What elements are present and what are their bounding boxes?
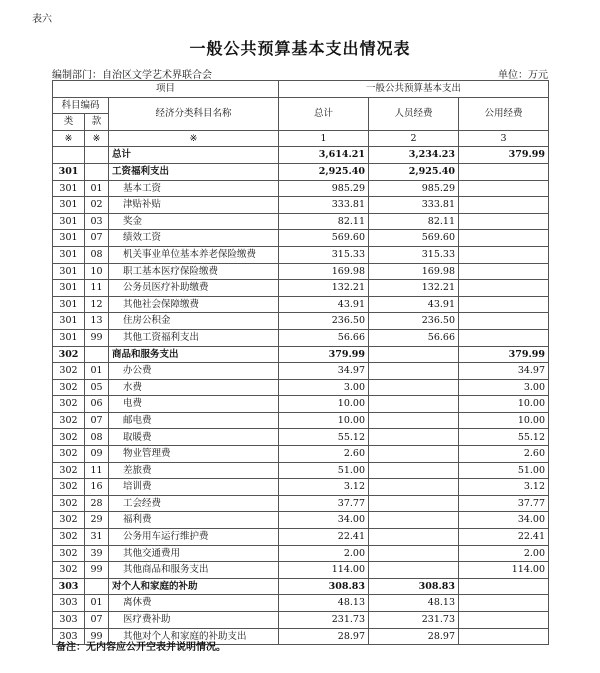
cell-kuan	[85, 578, 109, 595]
table-row	[53, 429, 549, 446]
table-row	[53, 412, 549, 429]
cell-personnel: 48.13	[369, 595, 459, 612]
table-row	[53, 346, 549, 363]
table-row	[53, 379, 549, 396]
cell-personnel: 308.83	[369, 578, 459, 595]
cell-total: 236.50	[279, 313, 369, 330]
table-row	[53, 612, 549, 629]
cell-kuan: 11	[85, 280, 109, 297]
cell-public	[459, 180, 549, 197]
cell-public	[459, 263, 549, 280]
cell-kuan: 99	[85, 628, 109, 645]
cell-public	[459, 213, 549, 230]
cell-name: 医疗费补助	[109, 612, 279, 629]
cell-public: 3.00	[459, 379, 549, 396]
cell-kuan: 02	[85, 197, 109, 214]
cell-total: 308.83	[279, 578, 369, 595]
cell-total: 10.00	[279, 396, 369, 413]
cell-total: 51.00	[279, 462, 369, 479]
cell-personnel: 56.66	[369, 329, 459, 346]
cell-lei: 302	[53, 512, 85, 529]
header-name: 经济分类科目名称	[109, 97, 279, 130]
table-row	[53, 495, 549, 512]
cell-kuan	[85, 163, 109, 180]
header-total: 总计	[279, 97, 369, 130]
cell-kuan: 01	[85, 363, 109, 380]
cell-name: 其他社会保障缴费	[109, 296, 279, 313]
cell-total: 43.91	[279, 296, 369, 313]
cell-lei: 302	[53, 346, 85, 363]
cell-public	[459, 197, 549, 214]
cell-lei: 303	[53, 612, 85, 629]
cell-name: 其他对个人和家庭的补助支出	[109, 628, 279, 645]
cell-public	[459, 296, 549, 313]
cell-total: 2.00	[279, 545, 369, 562]
cell-personnel: 236.50	[369, 313, 459, 330]
cell-kuan: 29	[85, 512, 109, 529]
cell-public	[459, 280, 549, 297]
cell-name: 职工基本医疗保险缴费	[109, 263, 279, 280]
cell-public	[459, 612, 549, 629]
cell-kuan: 99	[85, 329, 109, 346]
cell-kuan: 16	[85, 479, 109, 496]
cell-public	[459, 163, 549, 180]
cell-lei: 301	[53, 163, 85, 180]
table-number-label: 表六	[32, 14, 52, 25]
cell-public	[459, 246, 549, 263]
table-row	[53, 163, 549, 180]
cell-personnel: 43.91	[369, 296, 459, 313]
cell-personnel: 28.97	[369, 628, 459, 645]
cell-lei: 302	[53, 446, 85, 463]
cell-total: 22.41	[279, 529, 369, 546]
cell-lei: 302	[53, 379, 85, 396]
cell-kuan: 07	[85, 412, 109, 429]
cell-lei: 303	[53, 578, 85, 595]
cell-total: 34.00	[279, 512, 369, 529]
table-row	[53, 578, 549, 595]
cell-kuan: 08	[85, 429, 109, 446]
header-lei: 类	[53, 114, 85, 131]
header-budget-group: 一般公共预算基本支出	[279, 81, 549, 98]
cell-total: 10.00	[279, 412, 369, 429]
cell-personnel	[369, 429, 459, 446]
cell-kuan: 03	[85, 213, 109, 230]
table-row	[53, 462, 549, 479]
cell-public: 55.12	[459, 429, 549, 446]
table-row	[53, 263, 549, 280]
cell-personnel	[369, 446, 459, 463]
cell-total: 28.97	[279, 628, 369, 645]
cell-lei: 301	[53, 313, 85, 330]
table-row	[53, 180, 549, 197]
table-row	[53, 230, 549, 247]
cell-public	[459, 230, 549, 247]
cell-kuan: 11	[85, 462, 109, 479]
cell-personnel: 315.33	[369, 246, 459, 263]
table-row	[53, 246, 549, 263]
table-row	[53, 529, 549, 546]
cell-lei: 301	[53, 280, 85, 297]
cell-total: 333.81	[279, 197, 369, 214]
header-personnel: 人员经费	[369, 97, 459, 130]
cell-personnel	[369, 363, 459, 380]
cell-name: 奖金	[109, 213, 279, 230]
cell-kuan: 12	[85, 296, 109, 313]
cell-total: 82.11	[279, 213, 369, 230]
cell-kuan: 31	[85, 529, 109, 546]
cell-kuan: 99	[85, 562, 109, 579]
cell-lei: 302	[53, 396, 85, 413]
table-row	[53, 595, 549, 612]
cell-personnel: 3,234.23	[369, 147, 459, 164]
cell-personnel	[369, 495, 459, 512]
cell-public: 2.60	[459, 446, 549, 463]
cell-total: 2.60	[279, 446, 369, 463]
cell-public	[459, 578, 549, 595]
cell-name: 津贴补贴	[109, 197, 279, 214]
cell-lei: 301	[53, 296, 85, 313]
cell-public: 22.41	[459, 529, 549, 546]
cell-total: 48.13	[279, 595, 369, 612]
cell-name: 其他交通费用	[109, 545, 279, 562]
cell-public	[459, 628, 549, 645]
cell-name: 邮电费	[109, 412, 279, 429]
footnote: 备注：无内容应公开空表并说明情况。	[56, 642, 226, 653]
cell-total: 231.73	[279, 612, 369, 629]
cell-total: 3.00	[279, 379, 369, 396]
cell-public: 37.77	[459, 495, 549, 512]
cell-public: 379.99	[459, 147, 549, 164]
cell-kuan: 05	[85, 379, 109, 396]
table-row	[53, 446, 549, 463]
cell-total: 315.33	[279, 246, 369, 263]
cell-personnel	[369, 479, 459, 496]
cell-name: 办公费	[109, 363, 279, 380]
cell-personnel	[369, 462, 459, 479]
cell-lei: 302	[53, 479, 85, 496]
cell-lei: 301	[53, 263, 85, 280]
cell-lei: 302	[53, 495, 85, 512]
cell-personnel	[369, 529, 459, 546]
cell-total: 379.99	[279, 346, 369, 363]
header-mark-kuan: ※	[85, 130, 109, 147]
cell-personnel: 231.73	[369, 612, 459, 629]
cell-lei: 302	[53, 529, 85, 546]
cell-kuan: 39	[85, 545, 109, 562]
cell-name: 福利费	[109, 512, 279, 529]
header-col-3: 3	[459, 130, 549, 147]
table-row	[53, 280, 549, 297]
cell-public: 34.00	[459, 512, 549, 529]
cell-personnel: 132.21	[369, 280, 459, 297]
cell-personnel: 169.98	[369, 263, 459, 280]
cell-kuan: 09	[85, 446, 109, 463]
cell-lei: 302	[53, 562, 85, 579]
cell-total: 55.12	[279, 429, 369, 446]
header-kuan: 款	[85, 114, 109, 131]
cell-total: 37.77	[279, 495, 369, 512]
header-col-2: 2	[369, 130, 459, 147]
table-row	[53, 512, 549, 529]
table-row	[53, 296, 549, 313]
header-col-1: 1	[279, 130, 369, 147]
cell-lei: 301	[53, 213, 85, 230]
header-code: 科目编码	[53, 97, 109, 114]
cell-name: 其他工资福利支出	[109, 329, 279, 346]
cell-lei: 302	[53, 363, 85, 380]
cell-lei: 303	[53, 628, 85, 645]
header-mark-lei: ※	[53, 130, 85, 147]
cell-name: 差旅费	[109, 462, 279, 479]
cell-name: 离休费	[109, 595, 279, 612]
header-public: 公用经费	[459, 97, 549, 130]
cell-kuan: 28	[85, 495, 109, 512]
cell-lei: 301	[53, 197, 85, 214]
table-row	[53, 479, 549, 496]
cell-lei: 302	[53, 545, 85, 562]
cell-lei: 302	[53, 462, 85, 479]
cell-name: 对个人和家庭的补助	[109, 578, 279, 595]
cell-kuan	[85, 346, 109, 363]
cell-total: 985.29	[279, 180, 369, 197]
cell-personnel: 333.81	[369, 197, 459, 214]
cell-kuan: 07	[85, 230, 109, 247]
cell-name: 培训费	[109, 479, 279, 496]
cell-public: 114.00	[459, 562, 549, 579]
cell-public	[459, 313, 549, 330]
cell-personnel: 569.60	[369, 230, 459, 247]
cell-name: 机关事业单位基本养老保险缴费	[109, 246, 279, 263]
table-row	[53, 313, 549, 330]
cell-public: 2.00	[459, 545, 549, 562]
cell-kuan	[85, 147, 109, 164]
cell-total: 569.60	[279, 230, 369, 247]
table-row	[53, 363, 549, 380]
header-row-1	[53, 81, 549, 98]
cell-public: 51.00	[459, 462, 549, 479]
cell-lei: 302	[53, 429, 85, 446]
cell-kuan: 07	[85, 612, 109, 629]
cell-kuan: 06	[85, 396, 109, 413]
cell-total: 34.97	[279, 363, 369, 380]
table-row	[53, 329, 549, 346]
cell-lei	[53, 147, 85, 164]
header-project: 项目	[53, 81, 279, 98]
budget-table	[52, 80, 549, 645]
cell-public: 379.99	[459, 346, 549, 363]
cell-personnel: 2,925.40	[369, 163, 459, 180]
cell-personnel	[369, 379, 459, 396]
cell-personnel: 82.11	[369, 213, 459, 230]
cell-name: 公务员医疗补助缴费	[109, 280, 279, 297]
cell-total: 114.00	[279, 562, 369, 579]
cell-total: 56.66	[279, 329, 369, 346]
table-row	[53, 147, 549, 164]
cell-public: 10.00	[459, 396, 549, 413]
cell-personnel	[369, 346, 459, 363]
cell-kuan: 01	[85, 595, 109, 612]
cell-name: 取暖费	[109, 429, 279, 446]
cell-personnel	[369, 562, 459, 579]
cell-public: 10.00	[459, 412, 549, 429]
cell-public	[459, 329, 549, 346]
cell-lei: 301	[53, 246, 85, 263]
cell-public: 3.12	[459, 479, 549, 496]
header-row-4	[53, 130, 549, 147]
unit-label: 单位：万元	[498, 70, 548, 81]
cell-name: 住房公积金	[109, 313, 279, 330]
cell-total: 132.21	[279, 280, 369, 297]
cell-name: 总计	[109, 147, 279, 164]
cell-kuan: 13	[85, 313, 109, 330]
cell-name: 其他商品和服务支出	[109, 562, 279, 579]
cell-name: 物业管理费	[109, 446, 279, 463]
cell-total: 2,925.40	[279, 163, 369, 180]
table-row	[53, 213, 549, 230]
cell-public: 34.97	[459, 363, 549, 380]
cell-name: 基本工资	[109, 180, 279, 197]
table-row	[53, 396, 549, 413]
cell-name: 绩效工资	[109, 230, 279, 247]
compiling-department: 编制部门：自治区文学艺术界联合会	[52, 70, 212, 81]
cell-name: 电费	[109, 396, 279, 413]
cell-personnel	[369, 545, 459, 562]
cell-public	[459, 595, 549, 612]
cell-personnel	[369, 396, 459, 413]
cell-lei: 302	[53, 412, 85, 429]
cell-name: 商品和服务支出	[109, 346, 279, 363]
cell-personnel: 985.29	[369, 180, 459, 197]
cell-personnel	[369, 512, 459, 529]
cell-lei: 301	[53, 180, 85, 197]
cell-name: 工资福利支出	[109, 163, 279, 180]
table-row	[53, 545, 549, 562]
cell-personnel	[369, 412, 459, 429]
cell-kuan: 10	[85, 263, 109, 280]
page-title: 一般公共预算基本支出情况表	[189, 39, 411, 58]
cell-lei: 301	[53, 230, 85, 247]
cell-name: 工会经费	[109, 495, 279, 512]
cell-kuan: 08	[85, 246, 109, 263]
header-row-2	[53, 97, 549, 114]
cell-name: 水费	[109, 379, 279, 396]
cell-name: 公务用车运行维护费	[109, 529, 279, 546]
cell-lei: 301	[53, 329, 85, 346]
header-mark-name: ※	[109, 130, 279, 147]
table-row	[53, 197, 549, 214]
cell-total: 169.98	[279, 263, 369, 280]
cell-lei: 303	[53, 595, 85, 612]
table-row	[53, 562, 549, 579]
cell-kuan: 01	[85, 180, 109, 197]
cell-total: 3,614.21	[279, 147, 369, 164]
cell-total: 3.12	[279, 479, 369, 496]
